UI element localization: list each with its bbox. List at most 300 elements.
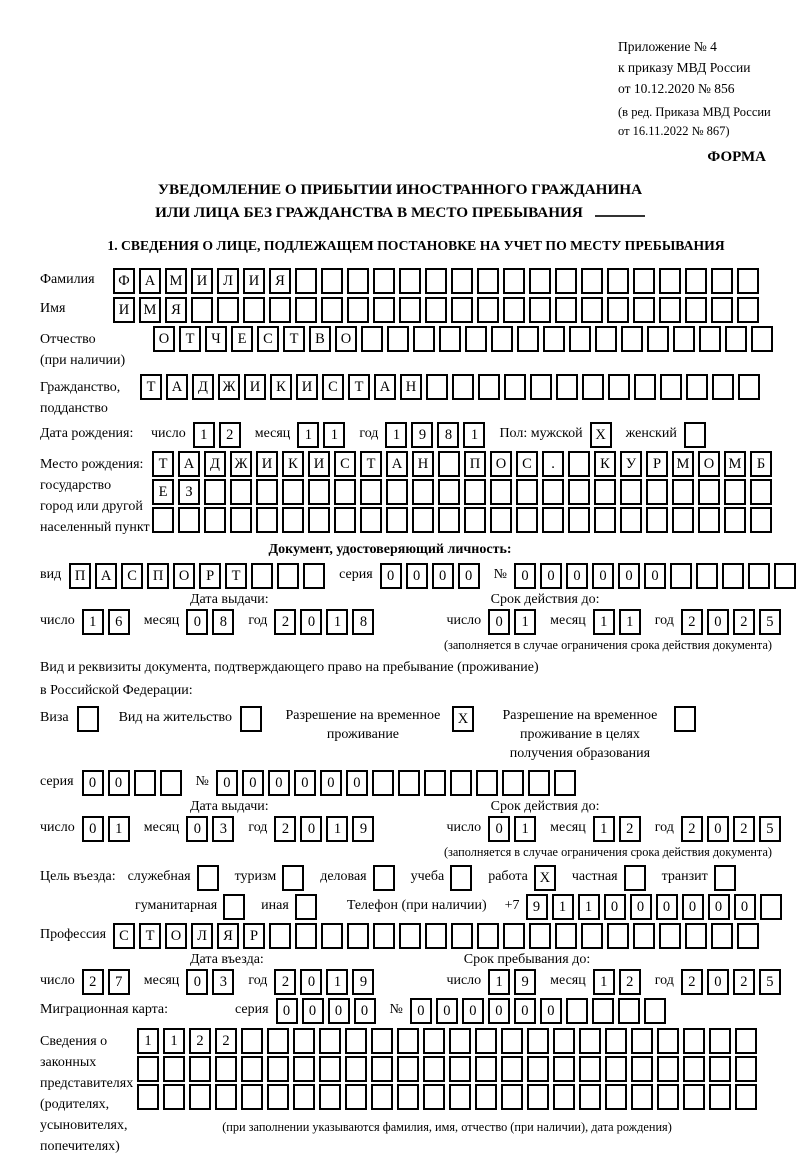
birth-place-row2-cell[interactable] bbox=[594, 479, 616, 505]
birth-place-row2-cell[interactable] bbox=[620, 479, 642, 505]
representatives-row3-cell[interactable] bbox=[163, 1084, 185, 1110]
surname-field-cell[interactable]: Я bbox=[269, 268, 291, 294]
given-name-field-cell[interactable] bbox=[425, 297, 447, 323]
representatives-row1-cell[interactable] bbox=[579, 1028, 601, 1054]
purpose-private-checkbox[interactable] bbox=[624, 865, 650, 891]
identity-expiry-day[interactable] bbox=[488, 609, 540, 635]
representatives-row3-cell[interactable] bbox=[137, 1084, 159, 1110]
surname-field-cell[interactable] bbox=[555, 268, 577, 294]
identity-number-field-cell[interactable] bbox=[670, 563, 692, 589]
migration-series-field-cell[interactable]: 0 bbox=[302, 998, 324, 1024]
representatives-row3-cell[interactable] bbox=[527, 1084, 549, 1110]
representatives-row2-cell[interactable] bbox=[683, 1056, 705, 1082]
residence-expiry-year-cell[interactable]: 5 bbox=[759, 816, 781, 842]
stay-year-cell[interactable]: 2 bbox=[681, 969, 703, 995]
surname-field-cell[interactable] bbox=[425, 268, 447, 294]
citizenship-field-cell[interactable]: А bbox=[374, 374, 396, 400]
identity-issue-month-cell[interactable]: 0 bbox=[186, 609, 208, 635]
entry-year-cell[interactable]: 1 bbox=[326, 969, 348, 995]
birth-place-row3[interactable] bbox=[152, 507, 776, 533]
patronymic-field-cell[interactable]: В bbox=[309, 326, 331, 352]
birth-day-field[interactable] bbox=[193, 422, 245, 448]
phone-field-cell[interactable]: 0 bbox=[630, 894, 652, 920]
birth-place-row3-cell[interactable] bbox=[620, 507, 642, 533]
residence-number-field-cell[interactable]: 0 bbox=[346, 770, 368, 796]
citizenship-field-cell[interactable] bbox=[452, 374, 474, 400]
birth-place-row3-cell[interactable] bbox=[360, 507, 382, 533]
representatives-row2[interactable] bbox=[137, 1056, 761, 1082]
representatives-row1-cell[interactable] bbox=[501, 1028, 523, 1054]
representatives-row2-cell[interactable] bbox=[501, 1056, 523, 1082]
entry-month[interactable] bbox=[186, 969, 238, 995]
entry-year-cell[interactable]: 0 bbox=[300, 969, 322, 995]
representatives-row2-cell[interactable] bbox=[605, 1056, 627, 1082]
birth-place-row3-cell[interactable] bbox=[542, 507, 564, 533]
citizenship-field-cell[interactable]: Н bbox=[400, 374, 422, 400]
residence-number-field-cell[interactable] bbox=[372, 770, 394, 796]
profession-field-cell[interactable]: Р bbox=[243, 923, 265, 949]
citizenship-field-cell[interactable]: А bbox=[166, 374, 188, 400]
residence-number-field-cell[interactable]: 0 bbox=[242, 770, 264, 796]
entry-day-cell[interactable]: 2 bbox=[82, 969, 104, 995]
identity-number-field-cell[interactable] bbox=[696, 563, 718, 589]
phone-field-cell[interactable]: 0 bbox=[656, 894, 678, 920]
birth-place-row2-cell[interactable] bbox=[334, 479, 356, 505]
purpose-study-checkbox[interactable] bbox=[450, 865, 476, 891]
citizenship-field-cell[interactable] bbox=[478, 374, 500, 400]
surname-field-cell[interactable]: И bbox=[191, 268, 213, 294]
birth-place-row2-cell[interactable]: З bbox=[178, 479, 200, 505]
birth-place-row3-cell[interactable] bbox=[490, 507, 512, 533]
purpose-work-checkbox-cell[interactable]: X bbox=[534, 865, 556, 891]
surname-field-cell[interactable]: Ф bbox=[113, 268, 135, 294]
patronymic-field-cell[interactable]: О bbox=[153, 326, 175, 352]
representatives-row3[interactable] bbox=[137, 1084, 761, 1110]
surname-field-cell[interactable] bbox=[607, 268, 629, 294]
representatives-row2-cell[interactable] bbox=[527, 1056, 549, 1082]
citizenship-field-cell[interactable] bbox=[686, 374, 708, 400]
citizenship-field-cell[interactable]: Т bbox=[140, 374, 162, 400]
stay-month-cell[interactable]: 2 bbox=[619, 969, 641, 995]
patronymic-field-cell[interactable] bbox=[543, 326, 565, 352]
birth-place-row1-cell[interactable]: О bbox=[490, 451, 512, 477]
phone-field-cell[interactable]: 0 bbox=[708, 894, 730, 920]
birth-place-row2-cell[interactable] bbox=[360, 479, 382, 505]
patronymic-field-cell[interactable] bbox=[491, 326, 513, 352]
residence-series-field-cell[interactable]: 0 bbox=[82, 770, 104, 796]
migration-number-field[interactable] bbox=[410, 998, 670, 1024]
representatives-row1-cell[interactable] bbox=[605, 1028, 627, 1054]
surname-field-cell[interactable]: А bbox=[139, 268, 161, 294]
birth-place-row3-cell[interactable] bbox=[568, 507, 590, 533]
birth-year-field-cell[interactable]: 1 bbox=[385, 422, 407, 448]
patronymic-field-cell[interactable] bbox=[699, 326, 721, 352]
representatives-row1-cell[interactable] bbox=[527, 1028, 549, 1054]
representatives-row1-cell[interactable] bbox=[683, 1028, 705, 1054]
representatives-row3-cell[interactable] bbox=[215, 1084, 237, 1110]
representatives-row1-cell[interactable] bbox=[657, 1028, 679, 1054]
migration-number-field-cell[interactable]: 0 bbox=[540, 998, 562, 1024]
representatives-row2-cell[interactable] bbox=[475, 1056, 497, 1082]
edu-permit-checkbox[interactable] bbox=[674, 706, 700, 732]
phone-field-cell[interactable] bbox=[760, 894, 782, 920]
residence-issue-year-cell[interactable]: 1 bbox=[326, 816, 348, 842]
birth-place-row2-cell[interactable] bbox=[282, 479, 304, 505]
purpose-official-checkbox-cell[interactable] bbox=[197, 865, 219, 891]
migration-number-field-cell[interactable]: 0 bbox=[462, 998, 484, 1024]
migration-series-field-cell[interactable]: 0 bbox=[354, 998, 376, 1024]
citizenship-field-cell[interactable]: С bbox=[322, 374, 344, 400]
representatives-row1-cell[interactable] bbox=[319, 1028, 341, 1054]
birth-place-row2-cell[interactable] bbox=[204, 479, 226, 505]
birth-place-row3-cell[interactable] bbox=[204, 507, 226, 533]
birth-place-row1-cell[interactable] bbox=[568, 451, 590, 477]
surname-field-cell[interactable] bbox=[581, 268, 603, 294]
patronymic-field-cell[interactable] bbox=[673, 326, 695, 352]
representatives-row2-cell[interactable] bbox=[449, 1056, 471, 1082]
stay-month-cell[interactable]: 1 bbox=[593, 969, 615, 995]
residence-series-field-cell[interactable] bbox=[160, 770, 182, 796]
identity-expiry-month-cell[interactable]: 1 bbox=[593, 609, 615, 635]
identity-number-field-cell[interactable]: 0 bbox=[566, 563, 588, 589]
identity-doc-kind-field-cell[interactable]: А bbox=[95, 563, 117, 589]
birth-place-row3-cell[interactable] bbox=[308, 507, 330, 533]
phone-field-cell[interactable]: 1 bbox=[578, 894, 600, 920]
birth-place-row2-cell[interactable] bbox=[256, 479, 278, 505]
profession-field-cell[interactable]: Я bbox=[217, 923, 239, 949]
representatives-row2-cell[interactable] bbox=[241, 1056, 263, 1082]
birth-place-row3-cell[interactable] bbox=[672, 507, 694, 533]
representatives-row3-cell[interactable] bbox=[371, 1084, 393, 1110]
residence-issue-month-cell[interactable]: 0 bbox=[186, 816, 208, 842]
identity-doc-kind-field-cell[interactable]: О bbox=[173, 563, 195, 589]
identity-expiry-month[interactable] bbox=[593, 609, 645, 635]
representatives-row2-cell[interactable] bbox=[215, 1056, 237, 1082]
purpose-humanitarian-checkbox[interactable] bbox=[223, 894, 249, 920]
representatives-row1-cell[interactable] bbox=[709, 1028, 731, 1054]
phone-field[interactable] bbox=[526, 894, 786, 920]
identity-doc-kind-field-cell[interactable] bbox=[251, 563, 273, 589]
birth-place-row3-cell[interactable] bbox=[464, 507, 486, 533]
entry-month-cell[interactable]: 3 bbox=[212, 969, 234, 995]
identity-series-field[interactable] bbox=[380, 563, 484, 589]
visa-checkbox[interactable] bbox=[77, 706, 103, 732]
birth-place-row3-cell[interactable] bbox=[282, 507, 304, 533]
birth-place-row1-cell[interactable]: М bbox=[672, 451, 694, 477]
given-name-field-cell[interactable] bbox=[477, 297, 499, 323]
residence-expiry-year[interactable] bbox=[681, 816, 785, 842]
patronymic-field-cell[interactable] bbox=[569, 326, 591, 352]
birth-month-field-cell[interactable]: 1 bbox=[323, 422, 345, 448]
patronymic-field-cell[interactable] bbox=[725, 326, 747, 352]
representatives-row1-cell[interactable]: 1 bbox=[137, 1028, 159, 1054]
birth-place-row2-cell[interactable] bbox=[542, 479, 564, 505]
patronymic-field-cell[interactable] bbox=[517, 326, 539, 352]
stay-day[interactable] bbox=[488, 969, 540, 995]
surname-field-cell[interactable] bbox=[659, 268, 681, 294]
residence-issue-month[interactable] bbox=[186, 816, 238, 842]
stay-year-cell[interactable]: 0 bbox=[707, 969, 729, 995]
citizenship-field-cell[interactable]: Д bbox=[192, 374, 214, 400]
edu-permit-checkbox-cell[interactable] bbox=[674, 706, 696, 732]
residence-number-field-cell[interactable] bbox=[528, 770, 550, 796]
given-name-field-cell[interactable] bbox=[217, 297, 239, 323]
birth-place-row2-cell[interactable]: Е bbox=[152, 479, 174, 505]
sex-male-checkbox[interactable] bbox=[590, 422, 616, 448]
identity-number-field-cell[interactable] bbox=[748, 563, 770, 589]
identity-number-field-cell[interactable]: 0 bbox=[514, 563, 536, 589]
stay-year-cell[interactable]: 2 bbox=[733, 969, 755, 995]
identity-expiry-year-cell[interactable]: 2 bbox=[681, 609, 703, 635]
birth-place-row1-cell[interactable]: Т bbox=[360, 451, 382, 477]
surname-field-cell[interactable] bbox=[477, 268, 499, 294]
given-name-field-cell[interactable] bbox=[321, 297, 343, 323]
representatives-row2-cell[interactable] bbox=[631, 1056, 653, 1082]
birth-place-row1-cell[interactable]: Д bbox=[204, 451, 226, 477]
birth-place-row1-cell[interactable]: М bbox=[724, 451, 746, 477]
representatives-row2-cell[interactable] bbox=[423, 1056, 445, 1082]
surname-field[interactable] bbox=[113, 268, 763, 294]
given-name-field-cell[interactable] bbox=[659, 297, 681, 323]
given-name-field-cell[interactable] bbox=[347, 297, 369, 323]
identity-series-field-cell[interactable]: 0 bbox=[380, 563, 402, 589]
residence-issue-year-cell[interactable]: 0 bbox=[300, 816, 322, 842]
phone-field-cell[interactable]: 1 bbox=[552, 894, 574, 920]
birth-month-field[interactable] bbox=[297, 422, 349, 448]
surname-field-cell[interactable] bbox=[451, 268, 473, 294]
identity-doc-kind-field-cell[interactable]: Т bbox=[225, 563, 247, 589]
patronymic-field-cell[interactable]: Ч bbox=[205, 326, 227, 352]
birth-place-row2-cell[interactable] bbox=[464, 479, 486, 505]
given-name-field-cell[interactable] bbox=[243, 297, 265, 323]
profession-field-cell[interactable] bbox=[425, 923, 447, 949]
birth-place-row2-cell[interactable] bbox=[698, 479, 720, 505]
migration-number-field-cell[interactable]: 0 bbox=[514, 998, 536, 1024]
temp-permit-checkbox-cell[interactable]: X bbox=[452, 706, 474, 732]
birth-place-row1-cell[interactable]: У bbox=[620, 451, 642, 477]
identity-doc-kind-field-cell[interactable]: С bbox=[121, 563, 143, 589]
sex-female-checkbox-cell[interactable] bbox=[684, 422, 706, 448]
birth-place-row1-cell[interactable] bbox=[438, 451, 460, 477]
patronymic-field-cell[interactable] bbox=[387, 326, 409, 352]
representatives-row3-cell[interactable] bbox=[449, 1084, 471, 1110]
purpose-other-checkbox-cell[interactable] bbox=[295, 894, 317, 920]
migration-number-field-cell[interactable] bbox=[566, 998, 588, 1024]
patronymic-field-cell[interactable] bbox=[413, 326, 435, 352]
birth-place-row1-cell[interactable]: Т bbox=[152, 451, 174, 477]
residence-issue-month-cell[interactable]: 3 bbox=[212, 816, 234, 842]
residence-issue-day[interactable] bbox=[82, 816, 134, 842]
representatives-row3-cell[interactable] bbox=[267, 1084, 289, 1110]
representatives-row1-cell[interactable] bbox=[735, 1028, 757, 1054]
given-name-field-cell[interactable] bbox=[451, 297, 473, 323]
residence-issue-day-cell[interactable]: 1 bbox=[108, 816, 130, 842]
migration-number-field-cell[interactable] bbox=[618, 998, 640, 1024]
residence-number-field-cell[interactable]: 0 bbox=[268, 770, 290, 796]
given-name-field-cell[interactable] bbox=[191, 297, 213, 323]
profession-field-cell[interactable] bbox=[737, 923, 759, 949]
birth-month-field-cell[interactable]: 1 bbox=[297, 422, 319, 448]
surname-field-cell[interactable] bbox=[711, 268, 733, 294]
representatives-row2-cell[interactable] bbox=[293, 1056, 315, 1082]
citizenship-field-cell[interactable]: Т bbox=[348, 374, 370, 400]
residence-number-field-cell[interactable]: 0 bbox=[294, 770, 316, 796]
profession-field-cell[interactable] bbox=[399, 923, 421, 949]
migration-series-field-cell[interactable]: 0 bbox=[328, 998, 350, 1024]
identity-doc-kind-field-cell[interactable] bbox=[303, 563, 325, 589]
given-name-field[interactable] bbox=[113, 297, 763, 323]
migration-series-field-cell[interactable]: 0 bbox=[276, 998, 298, 1024]
purpose-other-checkbox[interactable] bbox=[295, 894, 321, 920]
stay-day-cell[interactable]: 1 bbox=[488, 969, 510, 995]
given-name-field-cell[interactable] bbox=[399, 297, 421, 323]
birth-place-row2-cell[interactable] bbox=[750, 479, 772, 505]
surname-field-cell[interactable] bbox=[373, 268, 395, 294]
birth-place-row1[interactable] bbox=[152, 451, 776, 477]
representatives-row3-cell[interactable] bbox=[735, 1084, 757, 1110]
purpose-study-checkbox-cell[interactable] bbox=[450, 865, 472, 891]
representatives-row1-cell[interactable]: 1 bbox=[163, 1028, 185, 1054]
identity-expiry-year-cell[interactable]: 0 bbox=[707, 609, 729, 635]
residence-expiry-day[interactable] bbox=[488, 816, 540, 842]
representatives-row2-cell[interactable] bbox=[137, 1056, 159, 1082]
purpose-tourism-checkbox[interactable] bbox=[282, 865, 308, 891]
given-name-field-cell[interactable] bbox=[529, 297, 551, 323]
given-name-field-cell[interactable] bbox=[633, 297, 655, 323]
representatives-row1-cell[interactable] bbox=[631, 1028, 653, 1054]
profession-field-cell[interactable] bbox=[633, 923, 655, 949]
birth-year-field-cell[interactable]: 9 bbox=[411, 422, 433, 448]
purpose-work-checkbox[interactable] bbox=[534, 865, 560, 891]
profession-field-cell[interactable] bbox=[477, 923, 499, 949]
profession-field-cell[interactable] bbox=[373, 923, 395, 949]
representatives-row3-cell[interactable] bbox=[683, 1084, 705, 1110]
citizenship-field-cell[interactable] bbox=[712, 374, 734, 400]
identity-series-field-cell[interactable]: 0 bbox=[406, 563, 428, 589]
given-name-field-cell[interactable] bbox=[581, 297, 603, 323]
birth-place-row3-cell[interactable] bbox=[724, 507, 746, 533]
purpose-business-checkbox[interactable] bbox=[373, 865, 399, 891]
entry-month-cell[interactable]: 0 bbox=[186, 969, 208, 995]
representatives-row3-cell[interactable] bbox=[631, 1084, 653, 1110]
residence-permit-checkbox[interactable] bbox=[240, 706, 266, 732]
phone-field-cell[interactable]: 0 bbox=[682, 894, 704, 920]
given-name-field-cell[interactable] bbox=[373, 297, 395, 323]
birth-place-row1-cell[interactable]: И bbox=[308, 451, 330, 477]
surname-field-cell[interactable]: М bbox=[165, 268, 187, 294]
migration-number-field-cell[interactable]: 0 bbox=[488, 998, 510, 1024]
purpose-business-checkbox-cell[interactable] bbox=[373, 865, 395, 891]
identity-series-field-cell[interactable]: 0 bbox=[432, 563, 454, 589]
birth-day-field-cell[interactable]: 2 bbox=[219, 422, 241, 448]
migration-number-field-cell[interactable]: 0 bbox=[410, 998, 432, 1024]
given-name-field-cell[interactable] bbox=[607, 297, 629, 323]
identity-doc-kind-field-cell[interactable] bbox=[277, 563, 299, 589]
residence-expiry-month-cell[interactable]: 2 bbox=[619, 816, 641, 842]
representatives-row2-cell[interactable] bbox=[163, 1056, 185, 1082]
identity-expiry-day-cell[interactable]: 1 bbox=[514, 609, 536, 635]
residence-number-field-cell[interactable] bbox=[554, 770, 576, 796]
representatives-row3-cell[interactable] bbox=[319, 1084, 341, 1110]
residence-series-field[interactable] bbox=[82, 770, 186, 796]
profession-field-cell[interactable] bbox=[607, 923, 629, 949]
birth-place-row1-cell[interactable]: И bbox=[256, 451, 278, 477]
residence-expiry-year-cell[interactable]: 2 bbox=[733, 816, 755, 842]
identity-issue-year-cell[interactable]: 0 bbox=[300, 609, 322, 635]
representatives-row2-cell[interactable] bbox=[657, 1056, 679, 1082]
residence-expiry-year-cell[interactable]: 2 bbox=[681, 816, 703, 842]
birth-place-row3-cell[interactable] bbox=[152, 507, 174, 533]
surname-field-cell[interactable] bbox=[633, 268, 655, 294]
birth-year-field-cell[interactable]: 8 bbox=[437, 422, 459, 448]
residence-expiry-month[interactable] bbox=[593, 816, 645, 842]
birth-place-row1-cell[interactable]: . bbox=[542, 451, 564, 477]
identity-expiry-day-cell[interactable]: 0 bbox=[488, 609, 510, 635]
patronymic-field-cell[interactable] bbox=[595, 326, 617, 352]
given-name-field-cell[interactable] bbox=[269, 297, 291, 323]
entry-day-cell[interactable]: 7 bbox=[108, 969, 130, 995]
residence-number-field-cell[interactable]: 0 bbox=[216, 770, 238, 796]
birth-place-row1-cell[interactable]: А bbox=[178, 451, 200, 477]
birth-place-row3-cell[interactable] bbox=[230, 507, 252, 533]
representatives-row3-cell[interactable] bbox=[579, 1084, 601, 1110]
birth-place-row1-cell[interactable]: А bbox=[386, 451, 408, 477]
representatives-row1-cell[interactable] bbox=[371, 1028, 393, 1054]
birth-day-field-cell[interactable]: 1 bbox=[193, 422, 215, 448]
patronymic-field-cell[interactable] bbox=[361, 326, 383, 352]
representatives-row1-cell[interactable] bbox=[241, 1028, 263, 1054]
visa-checkbox-cell[interactable] bbox=[77, 706, 99, 732]
representatives-row1-cell[interactable] bbox=[397, 1028, 419, 1054]
given-name-field-cell[interactable] bbox=[685, 297, 707, 323]
residence-permit-checkbox-cell[interactable] bbox=[240, 706, 262, 732]
phone-field-cell[interactable]: 9 bbox=[526, 894, 548, 920]
purpose-official-checkbox[interactable] bbox=[197, 865, 223, 891]
representatives-row3-cell[interactable] bbox=[501, 1084, 523, 1110]
birth-place-row2-cell[interactable] bbox=[672, 479, 694, 505]
birth-place-row1-cell[interactable]: Р bbox=[646, 451, 668, 477]
patronymic-field-cell[interactable]: С bbox=[257, 326, 279, 352]
profession-field-cell[interactable]: О bbox=[165, 923, 187, 949]
birth-place-row1-cell[interactable]: Ж bbox=[230, 451, 252, 477]
representatives-row1-cell[interactable] bbox=[267, 1028, 289, 1054]
citizenship-field-cell[interactable] bbox=[556, 374, 578, 400]
representatives-row1-cell[interactable] bbox=[449, 1028, 471, 1054]
citizenship-field-cell[interactable] bbox=[608, 374, 630, 400]
phone-field-cell[interactable]: 0 bbox=[734, 894, 756, 920]
identity-number-field-cell[interactable] bbox=[774, 563, 796, 589]
birth-place-row3-cell[interactable] bbox=[594, 507, 616, 533]
patronymic-field-cell[interactable]: Т bbox=[179, 326, 201, 352]
representatives-row1-cell[interactable] bbox=[423, 1028, 445, 1054]
birth-place-row3-cell[interactable] bbox=[256, 507, 278, 533]
representatives-row1-cell[interactable]: 2 bbox=[189, 1028, 211, 1054]
residence-expiry-day-cell[interactable]: 0 bbox=[488, 816, 510, 842]
surname-field-cell[interactable] bbox=[685, 268, 707, 294]
patronymic-field-cell[interactable] bbox=[647, 326, 669, 352]
residence-issue-year-cell[interactable]: 2 bbox=[274, 816, 296, 842]
patronymic-field-cell[interactable] bbox=[751, 326, 773, 352]
residence-expiry-year-cell[interactable]: 0 bbox=[707, 816, 729, 842]
identity-number-field-cell[interactable]: 0 bbox=[540, 563, 562, 589]
birth-place-row3-cell[interactable] bbox=[386, 507, 408, 533]
representatives-row2-cell[interactable] bbox=[553, 1056, 575, 1082]
birth-place-row1-cell[interactable]: Н bbox=[412, 451, 434, 477]
patronymic-field-cell[interactable]: Е bbox=[231, 326, 253, 352]
representatives-row2-cell[interactable] bbox=[267, 1056, 289, 1082]
sex-male-checkbox-cell[interactable]: X bbox=[590, 422, 612, 448]
citizenship-field-cell[interactable]: И bbox=[296, 374, 318, 400]
